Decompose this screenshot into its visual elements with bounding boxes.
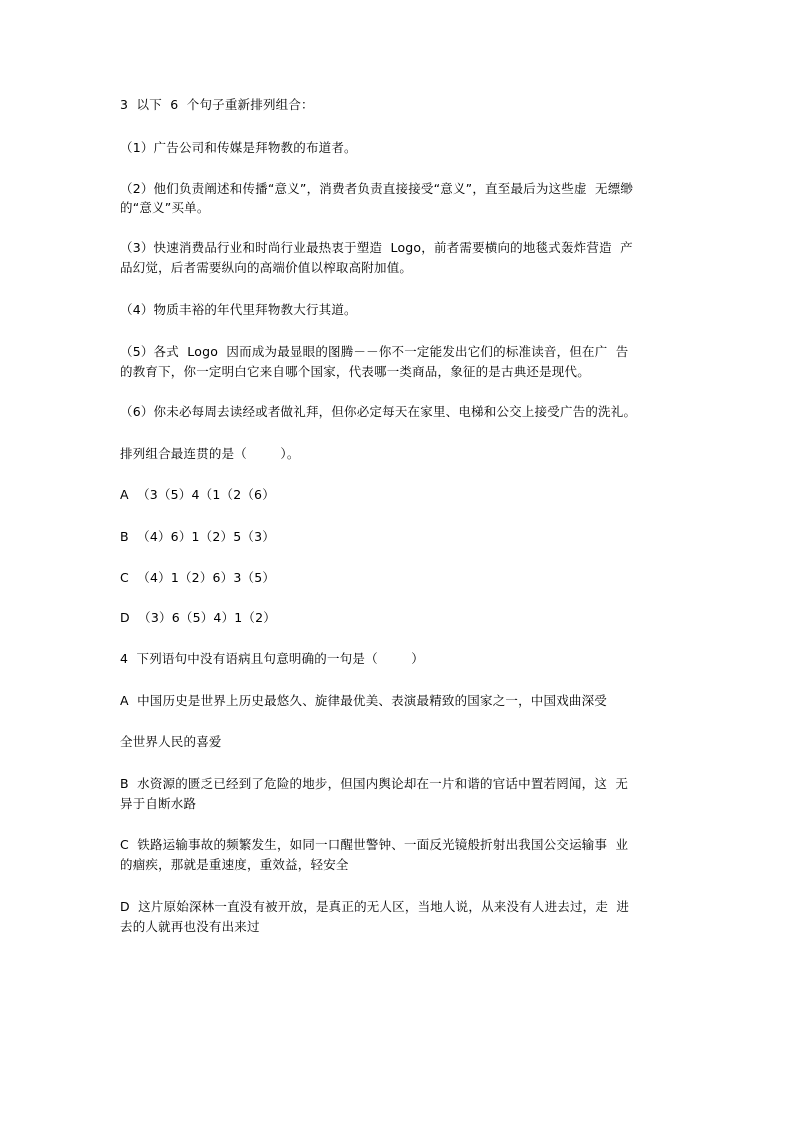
question-4-stem: 4 下列语句中没有语病且句意明确的一句是（ ） (120, 651, 424, 666)
sentence-4: （4）物质丰裕的年代里拜物教大行其道。 (120, 302, 357, 317)
question-4-option-b-line-2: 异于自断水路 (120, 796, 197, 811)
question-3-option-b: B （4）6）1（2）5（3） (120, 529, 275, 544)
question-4-option-a-line-2: 全世界人民的喜爱 (120, 734, 222, 749)
question-3-stem: 3 以下 6 个句子重新排列组合： (120, 97, 314, 112)
sentence-3-line-1: （3）快速消费品行业和时尚行业最热衷于塑造 Logo，前者需要横向的地毯式轰炸营造 产 (120, 240, 633, 255)
question-3-option-d: D （3）6（5）4）1（2） (120, 610, 276, 625)
question-4-option-d-line-1: D 这片原始深林一直没有被开放，是真正的无人区，当地人说，从来没有人进去过，走 进 (120, 899, 630, 914)
question-4-option-b-line-1: B 水资源的匮乏已经到了危险的地步，但国内舆论却在一片和谐的官话中置若罔闻，这 无 (120, 776, 629, 791)
sentence-6: （6）你未必每周去读经或者做礼拜，但你必定每天在家里、电梯和公交上接受广告的洗礼。 (120, 404, 637, 419)
sentence-2-line-2: 的“意义”买单。 (120, 200, 210, 215)
sentence-3-line-2: 品幻觉，后者需要纵向的高端价值以榨取高附加值。 (120, 260, 413, 275)
question-4-option-c-line-2: 的痼疾，那就是重速度，重效益，轻安全 (120, 857, 349, 872)
sentence-5-line-1: （5）各式 Logo 因而成为最显眼的图腾－－你不一定能发出它们的标准读音，但在广 告 (120, 344, 629, 359)
sentence-5-line-2: 的教育下，你一定明白它来自哪个国家，代表哪一类商品，象征的是古典还是现代。 (120, 364, 590, 379)
question-3-option-a: A （3（5）4（1（2（6） (120, 487, 275, 502)
sentence-2-line-1: （2）他们负责阐述和传播“意义”，消费者负责直接接受“意义”，直至最后为这些虚 无缥缈 (120, 181, 634, 196)
question-3-prompt: 排列组合最连贯的是（ ）。 (120, 446, 300, 461)
question-4-option-c-line-1: C 铁路运输事故的频繁发生，如同一口醒世警钟、一面反光镜般折射出我国公交运输事 业 (120, 837, 629, 852)
question-4-option-d-line-2: 去的人就再也没有出来过 (120, 919, 260, 934)
question-3-option-c: C （4）1（2）6）3（5） (120, 570, 276, 585)
sentence-1: （1）广告公司和传媒是拜物教的布道者。 (120, 140, 357, 155)
question-4-option-a-line-1: A 中国历史是世界上历史最悠久、旋律最优美、表演最精致的国家之一，中国戏曲深受 (120, 693, 607, 708)
